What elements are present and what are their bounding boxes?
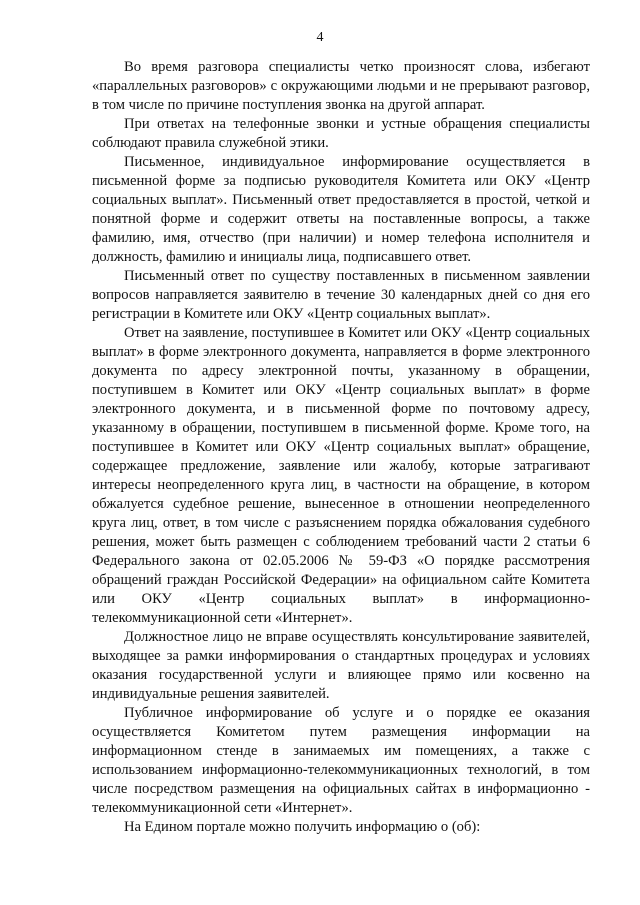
paragraph-service-ethics: При ответах на телефонные звонки и устные обращения специалисты соблюдают правила служебной этики. (92, 116, 590, 151)
paragraph-response-deadline: Письменный ответ по существу поставленных в письменном заявлении вопросов направляется заявителю в течение 30 календарных дней со дня его регистрации в Комитете или ОКУ «Центр социальных выплат». (92, 268, 590, 322)
paragraph-conversation-rules: Во время разговора специалисты четко произносят слова, избегают «параллельных разговоров» с окружающими людьми и не прерывают разговор, в том числе по причине поступления звонка на другой аппарат. (92, 59, 590, 113)
paragraph-public-informing: Публичное информирование об услуге и о порядке ее оказания осуществляется Комитетом путем размещения информации на информационном стенде в занимаемых им помещениях, а также с использованием информационно-телекоммуникационных технологий, в том числе посредством размещения на официальных сайтах в информационно - телекоммуникационной сети «Интернет». (92, 705, 590, 816)
document-body (92, 58, 590, 837)
paragraph-unified-portal: На Едином портале можно получить информацию о (об): (124, 819, 481, 835)
paragraph-consulting-limits: Должностное лицо не вправе осуществлять консультирование заявителей, выходящее за рамки информирования о стандартных процедурах и условиях оказания государственной услуги и влияющее прямо или косвенно на индивидуальные решения заявителей. (92, 629, 590, 702)
page-number: 4 (316, 30, 324, 45)
paragraph-electronic-response: Ответ на заявление, поступившее в Комитет или ОКУ «Центр социальных выплат» в форме электронного документа, направляется в форме электронного документа по адресу электронной почты, указанному в обращении, поступившем в Комитет или ОКУ «Центр социальных выплат» в форме электронного документа, и в письменной форме по почтовому адресу, указанному в обращении, поступившем в письменной форме. Кроме того, на поступившее в Комитет или ОКУ «Центр социальных выплат» обращение, содержащее предложение, заявление или жалобу, которые затрагивают интересы неопределенного круга лиц, в частности на обращение, в котором обжалуется судебное решение, вынесенное в отношении неопределенного круга лиц, ответ, в том числе с разъяснением порядка обжалования судебного решения, может быть размещен с соблюдением требований части 2 статьи 6 Федерального закона от 02.05.2006 № 59-ФЗ «О порядке рассмотрения обращений граждан Российской Федерации» на официальном сайте Комитета или ОКУ «Центр социальных выплат» в информационно-телекоммуникационной сети «Интернет». (92, 325, 590, 626)
paragraph-written-informing: Письменное, индивидуальное информирование осуществляется в письменной форме за подписью руководителя Комитета или ОКУ «Центр социальных выплат». Письменный ответ предоставляется в простой, четкой и понятной форме и содержит ответы на поставленные вопросы, а также фамилию, имя, отчество (при наличии) и номер телефона исполнителя и должность, фамилию и инициалы лица, подписавшего ответ. (92, 154, 590, 265)
